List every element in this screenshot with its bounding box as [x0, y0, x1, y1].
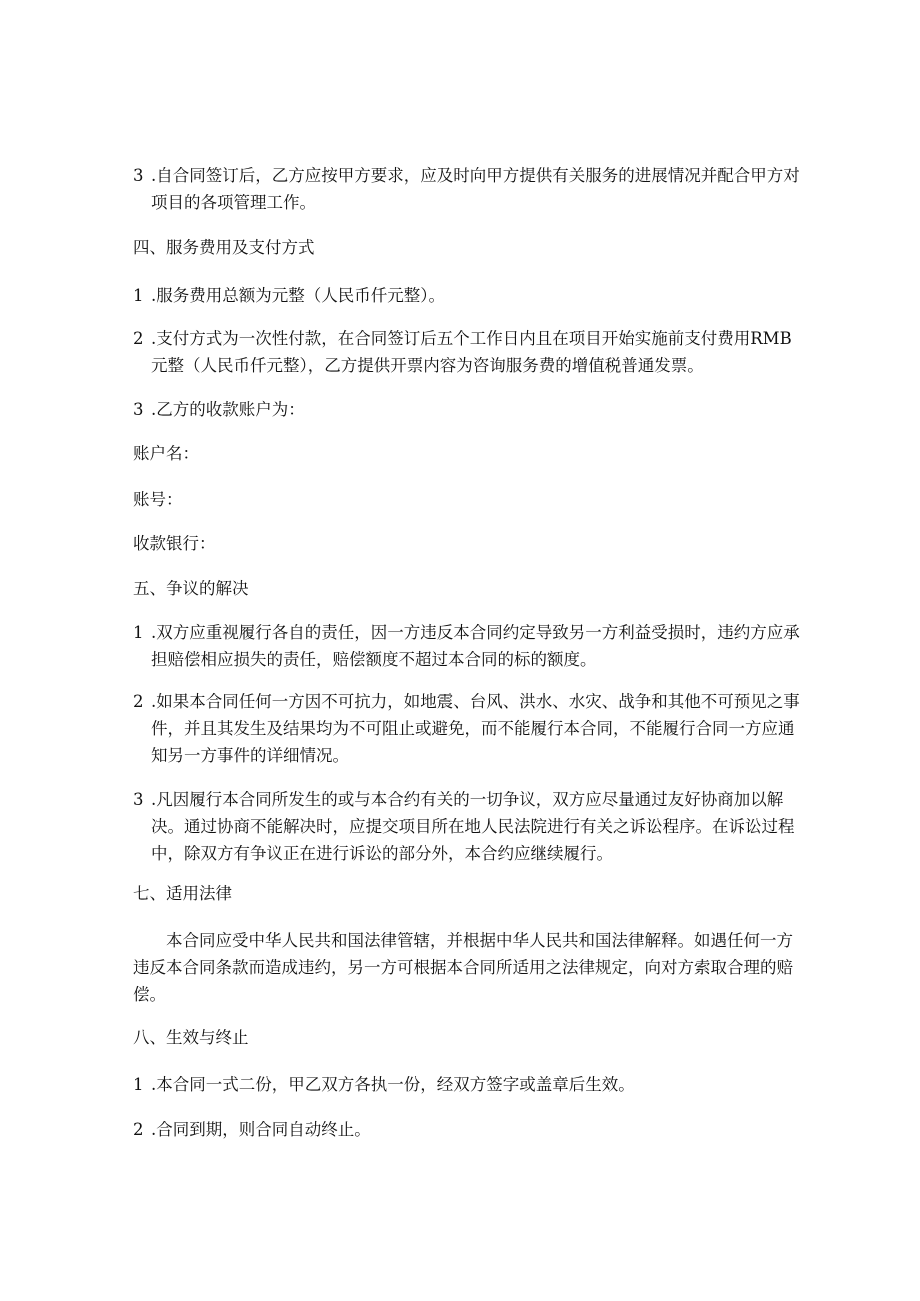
clause-number: 3	[133, 400, 144, 419]
section-heading-7: 七、适用法律	[133, 884, 232, 903]
clause-number: 2	[133, 329, 144, 348]
clause-number: 1	[133, 623, 144, 642]
account-number-label: 账号：	[133, 490, 183, 509]
clause-text: .双方应重视履行各自的责任，因一方违反本合同约定导致另一方利益受损时，违约方应承担赔偿相应损失的责任，赔偿额度不超过本合同的标的额度。	[151, 623, 800, 669]
clause-number: 3	[133, 790, 144, 809]
section-heading-5: 五、争议的解决	[133, 579, 249, 598]
clause-text: .如果本合同任何一方因不可抗力，如地震、台风、洪水、水灾、战争和其他不可预见之事件，并且其发生及结果均为不可阻止或避免，而不能履行本合同，不能履行合同一方应通知另一方事件的详细情况。	[151, 692, 800, 765]
clause-text: .合同到期，则合同自动终止。	[151, 1120, 371, 1139]
clause-8-2	[133, 1116, 803, 1143]
clause-text: .服务费用总额为元整（人民币仟元整）。	[151, 286, 445, 305]
governing-law-text: 本合同应受中华人民共和国法律管辖，并根据中华人民共和国法律解释。如遇任何一方违反本合同条款而造成违约，另一方可根据本合同所适用之法律规定，向对方索取合理的赔偿。	[133, 931, 793, 1004]
clause-5-3	[133, 786, 803, 867]
bank-label: 收款银行：	[133, 534, 216, 553]
clause-text: .凡因履行本合同所发生的或与本合约有关的一切争议，双方应尽量通过友好协商加以解决。通过协商不能解决时，应提交项目所在地人民法院进行有关之诉讼程序。在诉讼过程中，除双方有争议正在进行诉讼的部分外，本合约应继续履行。	[151, 790, 795, 863]
clause-4-1	[133, 282, 803, 309]
clause-number: 2	[133, 1120, 144, 1139]
clause-5-2	[133, 688, 803, 769]
section-heading-4: 四、服务费用及支付方式	[133, 238, 315, 257]
section-heading-8: 八、生效与终止	[133, 1028, 249, 1047]
clause-number: 1	[133, 286, 144, 305]
clause-4-3	[133, 396, 803, 423]
clause-text: .本合同一式二份，甲乙双方各执一份，经双方签字或盖章后生效。	[151, 1075, 635, 1094]
clause-3-3	[133, 162, 803, 216]
clause-number: 1	[133, 1075, 144, 1094]
clause-text: .支付方式为一次性付款，在合同签订后五个工作日内且在项目开始实施前支付费用RMB元整（人民币仟元整），乙方提供开票内容为咨询服务费的增值税普通发票。	[151, 329, 792, 375]
clause-5-1	[133, 619, 803, 673]
clause-4-2	[133, 325, 803, 379]
clause-text: .乙方的收款账户为：	[151, 400, 305, 419]
clause-text: .自合同签订后，乙方应按甲方要求，应及时向甲方提供有关服务的进展情况并配合甲方对项目的各项管理工作。	[151, 166, 800, 212]
clause-number: 2	[133, 692, 144, 711]
clause-8-1	[133, 1071, 803, 1098]
clause-number: 3	[133, 166, 144, 185]
account-name-label: 账户名：	[133, 444, 199, 463]
